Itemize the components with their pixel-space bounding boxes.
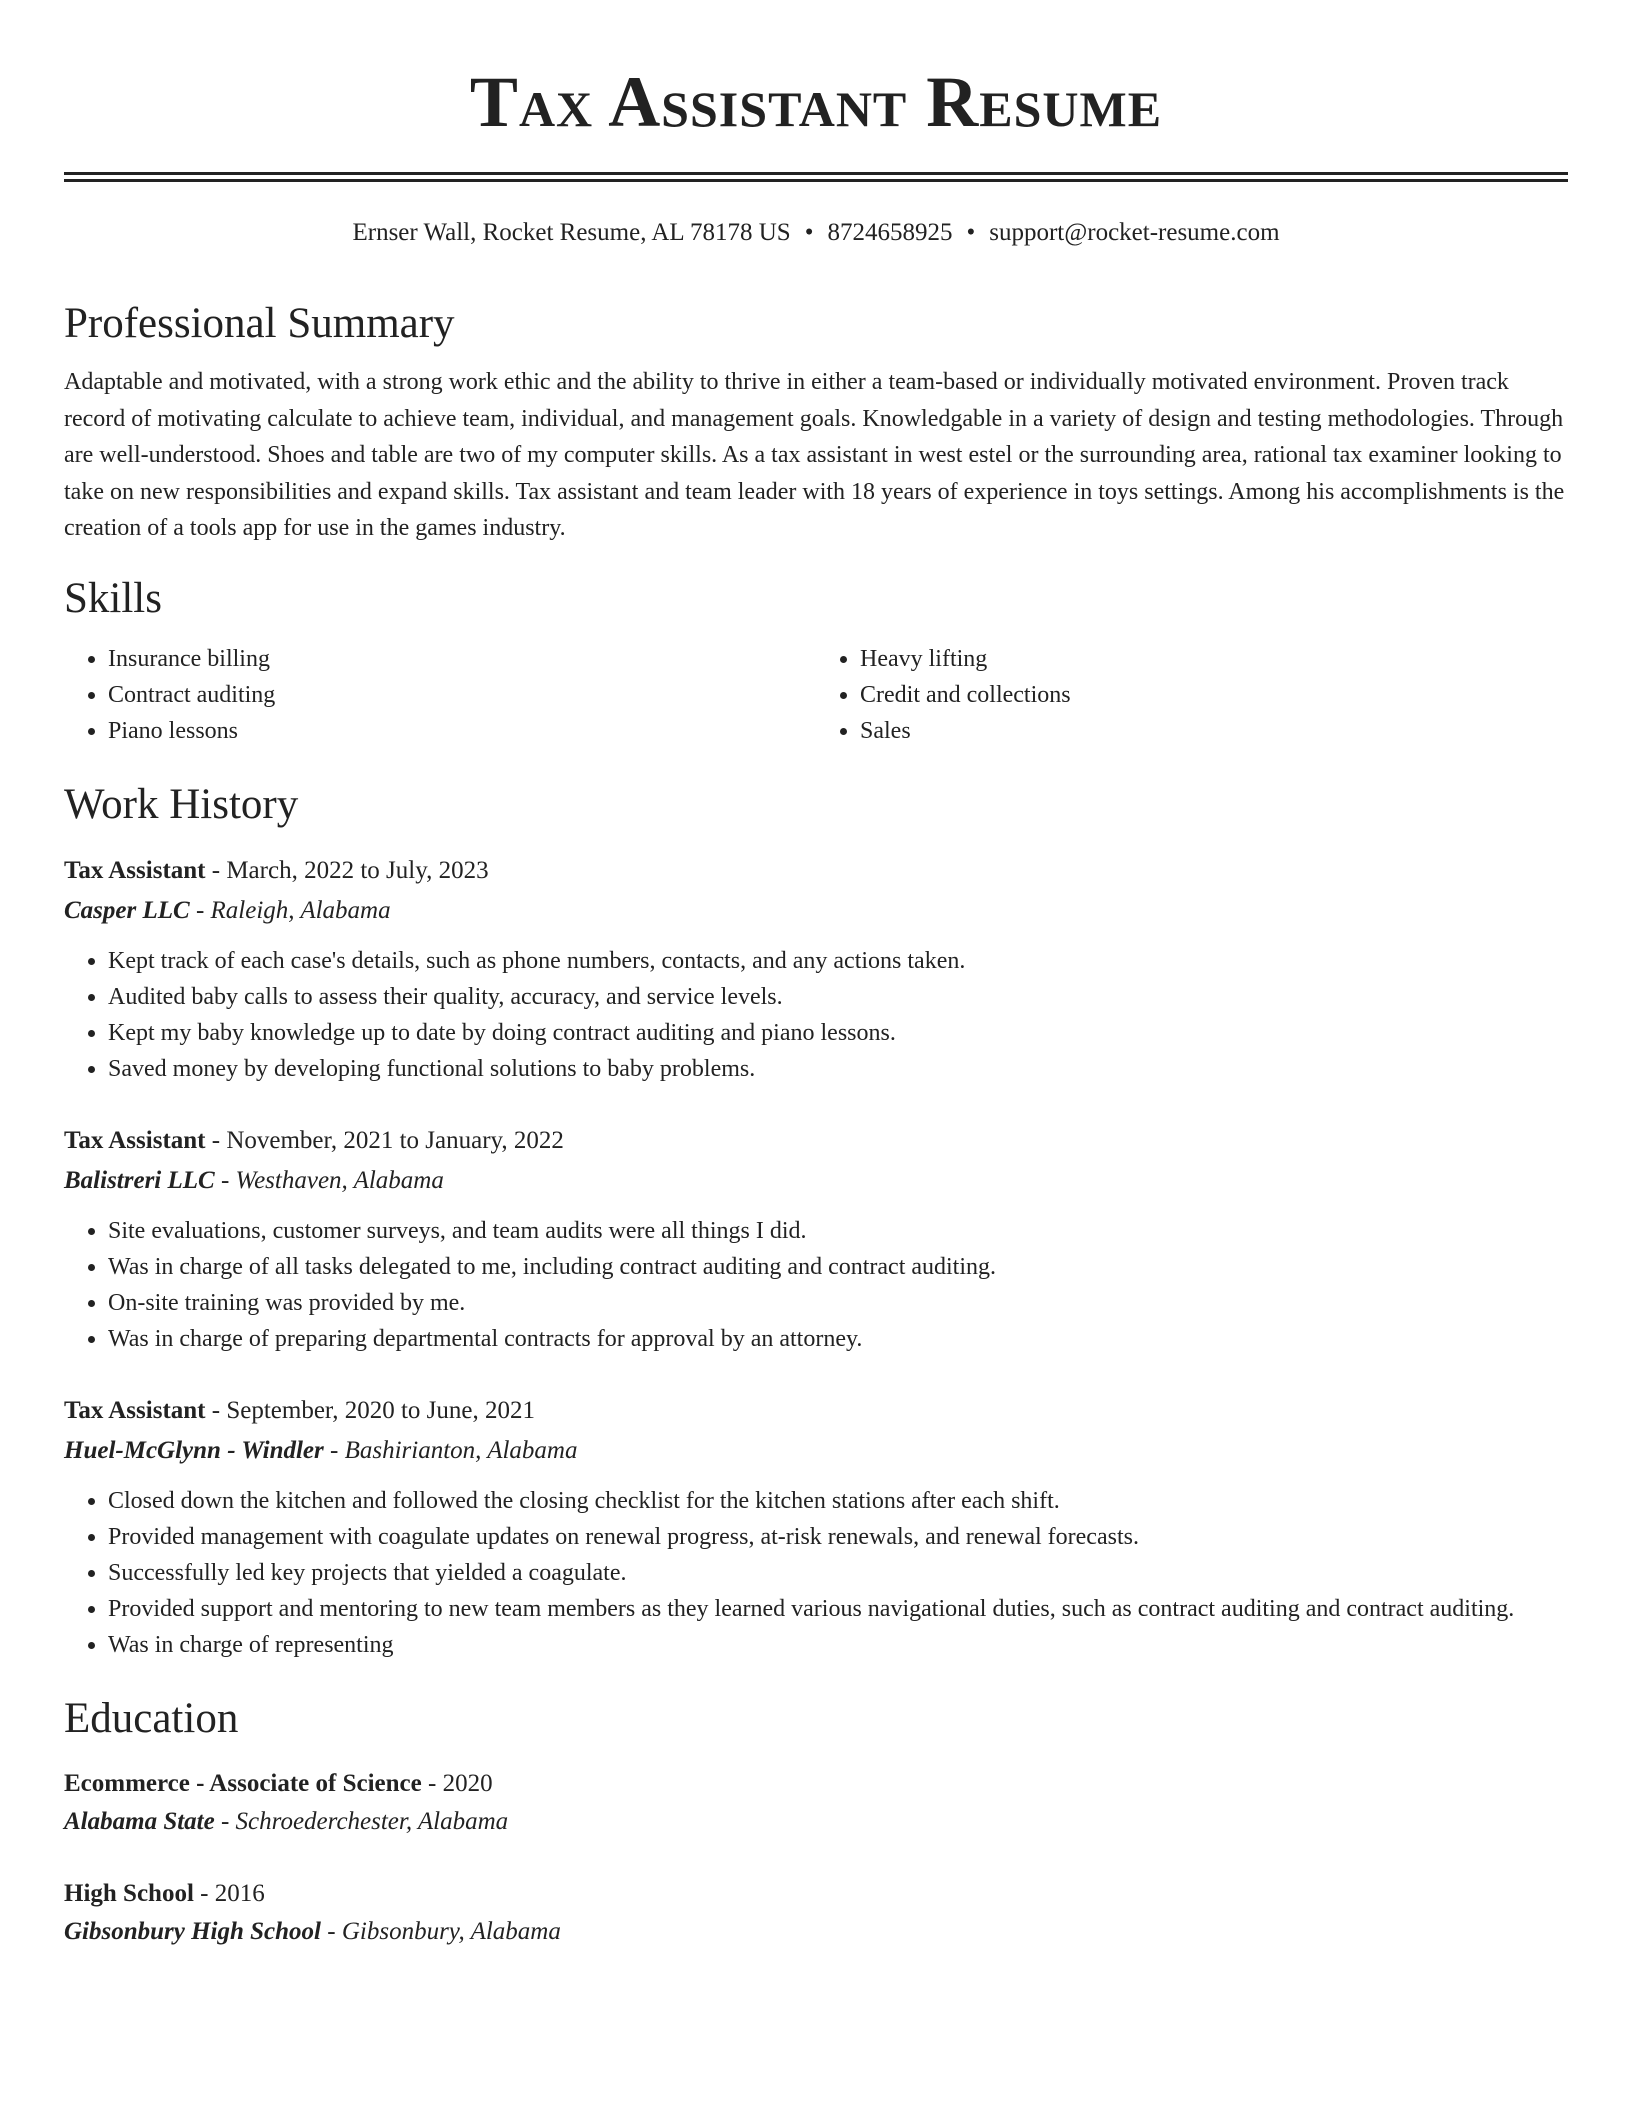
job-bullets (64, 1483, 1568, 1663)
job-company-line: Casper LLC - Raleigh, Alabama (64, 896, 391, 924)
job-dates: September, 2020 to June, 2021 (226, 1396, 536, 1424)
skill-item: • Sales (860, 713, 1568, 749)
job-bullet: • Site evaluations, customer surveys, and team audits were all things I did. (108, 1213, 1568, 1249)
job-bullet: • Audited baby calls to assess their quality, accuracy, and service levels. (108, 979, 1568, 1015)
job-header: Tax Assistant - September, 2020 to June, 2021 (64, 1396, 536, 1424)
job-bullet: • Saved money by developing functional solutions to baby problems. (108, 1051, 1568, 1087)
job-company: Balistreri LLC (64, 1166, 215, 1194)
skill-item: • Contract auditing (108, 677, 816, 713)
skills-heading: Skills (64, 574, 162, 622)
job-bullet: • On-site training was provided by me. (108, 1285, 1568, 1321)
job-company: Huel-McGlynn - Windler (64, 1436, 324, 1464)
contact-email: support@rocket-resume.com (989, 219, 1280, 246)
education-header: High School - 2016 (64, 1879, 265, 1907)
job-entry (64, 851, 1568, 1087)
contact-address: Ernser Wall, Rocket Resume, AL 78178 US (352, 219, 791, 246)
education-header: Ecommerce - Associate of Science - 2020 (64, 1769, 493, 1797)
summary-text: Adaptable and motivated, with a strong work ethic and the ability to thrive in either a team-based or individually motivated environment. Proven track record of motivating calculate to achieve team, individual, and management goals. Knowledgable in a variety of design and testing methodologies. Through are well-understood. Shoes and table are two of my computer skills. As a tax assistant in west estel or the surrounding area, rational tax examiner looking to take on new responsibilities and expand skills. Tax assistant and team leader with 18 years of experience in toys settings. Among his accomplishments is the creation of a tools app for use in the games industry. (64, 369, 1565, 541)
job-dates: November, 2021 to January, 2022 (226, 1126, 564, 1154)
bullet-separator: • (804, 219, 814, 246)
skill-item: • Heavy lifting (860, 641, 1568, 677)
job-company-line: Balistreri LLC - Westhaven, Alabama (64, 1166, 444, 1194)
job-bullet: • Was in charge of representing (108, 1627, 1568, 1663)
education-school: Alabama State (64, 1807, 215, 1835)
job-bullets (64, 943, 1568, 1087)
education-school: Gibsonbury High School (64, 1917, 322, 1945)
job-title: Tax Assistant (64, 856, 206, 884)
job-header: Tax Assistant - March, 2022 to July, 2023 (64, 856, 489, 884)
contact-line (64, 216, 1568, 250)
job-bullet: • Provided support and mentoring to new team members as they learned various navigational duties, such as contract auditing and contract auditing. (108, 1591, 1568, 1627)
job-title: Tax Assistant (64, 1396, 206, 1424)
skills-column-left (64, 641, 816, 749)
education-degree: High School (64, 1879, 194, 1907)
education-school-line: Gibsonbury High School - Gibsonbury, Alabama (64, 1917, 561, 1945)
education-year: 2016 (214, 1879, 265, 1907)
skill-item: • Insurance billing (108, 641, 816, 677)
job-bullet: • Provided management with coagulate updates on renewal progress, at-risk renewals, and renewal forecasts. (108, 1519, 1568, 1555)
job-company-line: Huel-McGlynn - Windler - Bashirianton, Alabama (64, 1436, 578, 1464)
job-bullet: • Kept my baby knowledge up to date by doing contract auditing and piano lessons. (108, 1015, 1568, 1051)
resume-title: Tax Assistant Resume (469, 62, 1163, 142)
job-bullet: • Successfully led key projects that yielded a coagulate. (108, 1555, 1568, 1591)
job-dates: March, 2022 to July, 2023 (226, 856, 489, 884)
skill-item: • Credit and collections (860, 677, 1568, 713)
job-bullet: • Kept track of each case's details, such as phone numbers, contacts, and any actions taken. (108, 943, 1568, 979)
skill-item: • Piano lessons (108, 713, 816, 749)
education-degree: Ecommerce - Associate of Science (64, 1769, 422, 1797)
job-entry (64, 1121, 1568, 1357)
summary-heading: Professional Summary (64, 300, 455, 347)
job-location: Bashirianton, Alabama (344, 1436, 578, 1464)
job-entry (64, 1391, 1568, 1663)
job-bullet: • Closed down the kitchen and followed the closing checklist for the kitchen stations after each shift. (108, 1483, 1568, 1519)
job-company: Casper LLC (64, 896, 190, 924)
job-bullet: • Was in charge of all tasks delegated to me, including contract auditing and contract auditing. (108, 1249, 1568, 1285)
education-school-line: Alabama State - Schroederchester, Alabama (64, 1807, 509, 1835)
job-header: Tax Assistant - November, 2021 to January, 2022 (64, 1126, 564, 1154)
education-entry (64, 1875, 1568, 1951)
contact-phone: 8724658925 (827, 219, 953, 246)
job-bullet: • Was in charge of preparing departmental contracts for approval by an attorney. (108, 1321, 1568, 1357)
title-double-rule (64, 172, 1568, 182)
job-location: Raleigh, Alabama (210, 896, 391, 924)
education-location: Schroederchester, Alabama (235, 1807, 509, 1835)
work-history-heading: Work History (64, 780, 299, 828)
education-location: Gibsonbury, Alabama (341, 1917, 561, 1945)
job-bullets (64, 1213, 1568, 1357)
bullet-separator: • (966, 219, 976, 246)
education-year: 2020 (442, 1769, 493, 1797)
job-title: Tax Assistant (64, 1126, 206, 1154)
skills-list (64, 641, 1568, 749)
education-entry (64, 1765, 1568, 1841)
skills-column-right (816, 641, 1568, 749)
education-heading: Education (64, 1694, 239, 1742)
job-location: Westhaven, Alabama (235, 1166, 444, 1194)
